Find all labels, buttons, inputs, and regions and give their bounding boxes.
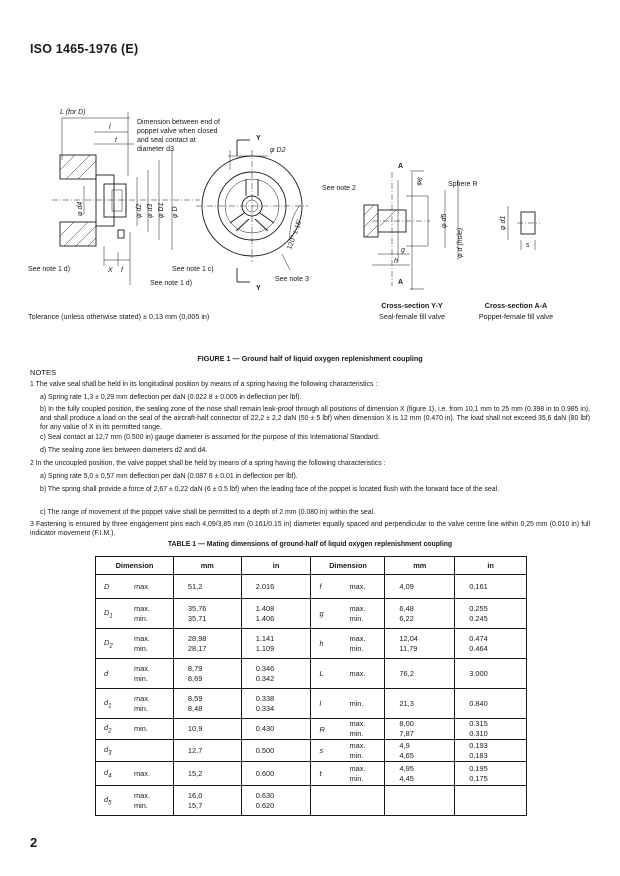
qualifier-line: max. <box>134 633 151 643</box>
right-in-cell <box>455 719 527 740</box>
right-in-values <box>455 719 488 739</box>
left-dimension-symbol <box>96 638 134 649</box>
label-phi-d-hole: φ d (hole) <box>457 227 464 258</box>
qualifier-line: max. <box>134 693 151 703</box>
qualifier-line: max. <box>134 768 151 778</box>
value-line: 0.175 <box>469 773 488 783</box>
value-line: 35,71 <box>187 613 207 623</box>
left-in-values <box>242 604 275 624</box>
right-mm-cell <box>385 575 455 599</box>
label-phi-d4: φ d4 <box>77 201 84 216</box>
header-dimension-left: Dimension <box>96 557 174 575</box>
qualifier-line: min. <box>134 724 148 733</box>
value-line: 8,00 <box>399 719 414 728</box>
left-mm-values <box>174 634 207 654</box>
section-mark-a-top: A <box>398 163 404 170</box>
qualifier-line: max. <box>349 668 366 678</box>
right-in-cell <box>455 740 527 762</box>
value-line: 0.474 <box>469 633 488 643</box>
section-mark-a-bottom: A <box>398 279 404 286</box>
left-dimension-symbol <box>96 745 134 756</box>
value-line: 0.334 <box>255 703 275 713</box>
qualifier-line: min. <box>349 698 364 708</box>
right-dimension-qualifier <box>349 764 375 784</box>
cross-section-yy-subtitle: Seal-female fill valve <box>379 312 445 321</box>
left-mm-cell <box>173 719 241 740</box>
label-dimension-2: poppet valve when closed <box>137 128 218 135</box>
note-1d: d) The sealing zone lies between diameters d2 and d4. <box>40 447 208 454</box>
value-line: 15,7 <box>187 800 203 810</box>
left-dimension-qualifier <box>134 664 160 684</box>
label-t: t <box>115 137 117 144</box>
right-mm-cell <box>385 689 455 719</box>
table-row <box>96 762 527 786</box>
left-mm-values <box>174 604 207 624</box>
value-line: 0.840 <box>469 698 488 708</box>
value-line: 0.430 <box>255 724 275 733</box>
note-2a: a) Spring rate 5,0 ± 0,57 mm deflection per daN (0.087 6 ± 0.01 in deflection per lbf). <box>40 473 298 480</box>
right-in-cell <box>455 659 527 689</box>
note-2: 2 In the uncoupled position, the valve poppet shall be held by means of a spring having the following characteristics : <box>30 460 386 467</box>
label-h: h <box>394 258 398 265</box>
left-dimension-cell <box>96 719 174 740</box>
left-mm-values <box>174 664 202 684</box>
right-in-values <box>455 634 488 654</box>
label-angle: 120° ± 15' <box>286 218 304 251</box>
value-line: 0.620 <box>255 800 275 810</box>
value-line: 0.342 <box>255 673 275 683</box>
label-X: X <box>108 267 113 274</box>
symbol-letter: d <box>104 723 109 733</box>
value-line: 2.016 <box>255 581 275 591</box>
right-mm-values <box>385 582 413 592</box>
value-line: 1.408 <box>255 603 275 613</box>
left-mm-values <box>174 582 202 592</box>
qualifier-line: min. <box>134 613 148 623</box>
right-dimension-cell <box>311 575 385 599</box>
value-line: 4,45 <box>399 773 414 783</box>
qualifier-line: min. <box>349 750 364 760</box>
right-dimension-symbol: R <box>319 724 325 734</box>
left-dimension-cell <box>96 659 174 689</box>
symbol-letter: d <box>104 744 109 754</box>
left-in-cell <box>241 719 311 740</box>
right-mm-values <box>385 719 413 739</box>
table-row <box>96 689 527 719</box>
value-line: 0.255 <box>469 603 488 613</box>
label-s: s <box>526 242 530 249</box>
right-in-cell <box>455 786 527 816</box>
right-dimension-qualifier <box>349 741 375 761</box>
left-dimension-symbol <box>96 768 134 779</box>
right-dimension-cell <box>311 599 385 629</box>
value-line: 11,79 <box>399 643 418 653</box>
label-L-for-D: L (for D) <box>60 109 86 116</box>
qualifier-line: max. <box>349 719 366 728</box>
value-line: 7,87 <box>399 729 414 738</box>
right-dimension-cell <box>311 689 385 719</box>
value-line: 1.109 <box>255 643 275 653</box>
front-view <box>196 140 308 282</box>
label-f: f <box>121 267 123 274</box>
qualifier-line: min. <box>349 643 364 653</box>
left-in-cell <box>241 599 311 629</box>
label-phi-d5: φ d5 <box>441 213 448 228</box>
right-in-values <box>455 699 488 709</box>
qualifier-line: max. <box>349 581 366 591</box>
section-mark-y-bottom: Y <box>256 285 261 292</box>
label-see-note-1d: See note 1 d) <box>150 280 193 287</box>
right-dimension-symbol: f <box>319 582 322 591</box>
label-phi-d3: φ d3 <box>147 203 154 218</box>
value-line: 0.600 <box>255 768 275 778</box>
value-line: 8,48 <box>187 703 203 713</box>
qualifier-line: min. <box>349 773 364 783</box>
symbol-subscript: 1 <box>108 703 112 710</box>
qualifier-line: max. <box>134 603 151 613</box>
table-row <box>96 575 527 599</box>
symbol-letter: d <box>104 697 109 707</box>
left-mm-values <box>174 746 202 756</box>
qualifier-line: min. <box>349 729 364 738</box>
header-mm-left: mm <box>173 557 241 575</box>
left-in-cell <box>241 740 311 762</box>
right-dimension-cell <box>311 740 385 762</box>
qualifier-line: min. <box>134 673 148 683</box>
value-line: 3.000 <box>469 668 488 678</box>
qualifier-line: max. <box>349 603 366 613</box>
right-dimension-symbol: s <box>319 746 324 755</box>
value-line: 0.346 <box>255 663 275 673</box>
page-number: 2 <box>30 835 38 850</box>
left-in-values <box>242 582 275 592</box>
left-dimension-cell <box>96 740 174 762</box>
left-dimension-qualifier <box>134 694 160 714</box>
right-in-values <box>455 741 488 761</box>
value-line: 16,0 <box>187 790 203 800</box>
right-in-cell <box>455 689 527 719</box>
right-in-cell <box>455 762 527 786</box>
left-mm-values <box>174 724 202 734</box>
left-in-values <box>242 664 275 684</box>
symbol-letter: D <box>104 607 110 617</box>
left-mm-values <box>174 791 202 811</box>
right-dimension-cell <box>311 786 385 816</box>
value-line: 28,98 <box>187 633 207 643</box>
right-dimension-symbol: t <box>319 769 322 778</box>
note-3: 3 Fastening is ensured by three engagement pins each 4,09/3,85 mm (0.161/0.15 in) diameter equally spaced and perpendicular to the valve centre line within 0,25 mm (0.010 in) full indicator movement (F.I.M.). <box>30 521 590 537</box>
right-mm-cell <box>385 719 455 740</box>
qualifier-line: min. <box>134 703 148 713</box>
left-in-cell <box>241 659 311 689</box>
qualifier-line <box>134 746 160 756</box>
symbol-letter: d <box>104 794 109 804</box>
cross-section-aa-subtitle: Poppet-female fill valve <box>478 312 554 321</box>
value-line: 0.464 <box>469 643 488 653</box>
qualifier-line: max. <box>349 633 366 643</box>
right-dimension-symbol: g <box>319 609 324 618</box>
symbol-letter: d <box>104 767 109 777</box>
value-line: 76,2 <box>399 668 414 678</box>
label-phi-D1: φ D1 <box>158 202 165 218</box>
right-mm-cell <box>385 762 455 786</box>
value-line: 8,69 <box>187 673 203 683</box>
value-line: 4,09 <box>399 581 414 591</box>
label-phi-d1: φ d1 <box>500 215 507 230</box>
table-row <box>96 719 527 740</box>
value-line: 0.161 <box>469 581 488 591</box>
dimensions-table <box>95 556 527 816</box>
qualifier-line: max. <box>134 663 151 673</box>
right-mm-values <box>385 604 413 624</box>
right-dimension-cell <box>311 762 385 786</box>
symbol-subscript: 1 <box>109 613 113 620</box>
value-line: 8,79 <box>187 663 203 673</box>
left-in-cell <box>241 629 311 659</box>
symbol-subscript: 3 <box>108 750 112 757</box>
label-phi-D: φ D <box>172 206 179 218</box>
left-in-values <box>242 746 275 756</box>
note-1: 1 The valve seal shall be held in its longitudinal position by means of a spring having the following characteristics : <box>30 381 378 388</box>
left-dimension-cell <box>96 689 174 719</box>
note-2c: c) The range of movement of the poppet valve shall be permitted to a depth of 2 mm (0.080 in) within the seal. <box>40 509 376 516</box>
right-in-cell <box>455 575 527 599</box>
header-in-right: in <box>455 557 527 575</box>
header-in-left: in <box>241 557 311 575</box>
right-in-cell <box>455 599 527 629</box>
cross-section-yy-title: Cross-section Y-Y <box>381 301 443 310</box>
right-dimension-symbol: l <box>319 699 322 708</box>
table-row <box>96 659 527 689</box>
right-mm-cell <box>385 599 455 629</box>
left-mm-cell <box>173 599 241 629</box>
document-id: ISO 1465-1976 (E) <box>30 42 139 56</box>
left-in-values <box>242 791 275 811</box>
left-in-cell <box>241 689 311 719</box>
value-line: 4,9 <box>399 740 410 750</box>
label-g: g <box>401 247 405 254</box>
left-dimension-qualifier <box>134 604 160 624</box>
note-1c: c) Seal contact at 12,7 mm (0.500 in) gauge diameter is assumed for the purpose of this International Standard. <box>40 434 380 441</box>
value-line: 1.406 <box>255 613 275 623</box>
qualifier-line: min. <box>134 643 148 653</box>
value-line: 8,59 <box>187 693 203 703</box>
left-dimension-symbol <box>96 608 134 619</box>
left-dimension-qualifier <box>134 634 160 654</box>
value-line: 0.500 <box>255 745 275 755</box>
left-in-values <box>242 724 275 734</box>
cross-section-yy <box>364 171 458 290</box>
left-dimension-qualifier <box>134 582 160 592</box>
right-in-cell <box>455 629 527 659</box>
label-dimension-3: and seal contact at <box>137 137 196 144</box>
value-line: 6,48 <box>399 603 414 613</box>
qualifier-line: max. <box>349 763 366 773</box>
value-line: 0.195 <box>469 763 488 773</box>
left-in-cell <box>241 762 311 786</box>
value-line: 0.315 <box>469 719 488 728</box>
left-dimension-cell <box>96 575 174 599</box>
right-dimension-qualifier <box>349 699 375 709</box>
value-line: 6,22 <box>399 613 414 623</box>
label-l: l <box>109 124 111 131</box>
left-dimension-symbol: d <box>104 669 109 678</box>
label-dimension-4: diameter d3 <box>137 146 174 153</box>
header-mm-right: mm <box>385 557 455 575</box>
cross-section-aa-title: Cross-section A-A <box>484 301 548 310</box>
left-dimension-qualifier <box>134 769 160 779</box>
left-mm-values <box>174 769 202 779</box>
left-dimension-symbol <box>96 723 134 734</box>
right-dimension-cell <box>311 719 385 740</box>
left-mm-cell <box>173 629 241 659</box>
table-caption: TABLE 1 — Mating dimensions of ground-half of liquid oxygen replenishment coupling <box>167 541 453 548</box>
symbol-subscript: 4 <box>108 773 112 780</box>
qualifier-line: min. <box>134 800 148 810</box>
right-mm-values <box>385 699 413 709</box>
value-line: 51,2 <box>187 581 203 591</box>
table-row <box>96 786 527 816</box>
left-mm-values <box>174 694 202 714</box>
table-row <box>96 740 527 762</box>
note-1a: a) Spring rate 1,3 ± 0,29 mm deflection per daN (0.022 8 ± 0.005 in deflection per lbf). <box>40 394 302 401</box>
value-line: 21,3 <box>399 698 414 708</box>
value-line: 0.245 <box>469 613 488 623</box>
table-row <box>96 599 527 629</box>
right-mm-values <box>385 634 418 654</box>
notes-title: NOTES <box>30 368 57 377</box>
value-line: 0.630 <box>255 790 275 800</box>
header-dimension-right: Dimension <box>311 557 385 575</box>
label-dimension-1: Dimension between end of <box>137 119 220 126</box>
symbol-letter: D <box>104 637 110 647</box>
left-dimension-cell <box>96 762 174 786</box>
left-mm-cell <box>173 786 241 816</box>
right-in-values <box>455 582 488 592</box>
table-header-row <box>96 557 527 575</box>
left-dimension-symbol: D <box>104 582 110 591</box>
value-line: 4,95 <box>399 763 414 773</box>
right-dimension-symbol: L <box>319 669 324 678</box>
right-mm-cell <box>385 740 455 762</box>
label-see-note-2: See note 2 <box>322 185 356 192</box>
figure-1-drawing <box>0 100 620 310</box>
left-dimension-symbol <box>96 795 134 806</box>
value-line: 1.141 <box>255 633 275 643</box>
right-in-values <box>455 764 488 784</box>
left-mm-cell <box>173 575 241 599</box>
left-in-cell <box>241 786 311 816</box>
tolerance-note: Tolerance (unless otherwise stated) ± 0,13 mm (0,005 in) <box>28 312 210 321</box>
right-dimension-cell <box>311 629 385 659</box>
qualifier-line: max. <box>134 790 151 800</box>
right-mm-values <box>385 669 413 679</box>
label-phi-d2: φ d2 <box>136 203 143 218</box>
symbol-subscript: 2 <box>109 643 113 650</box>
label-see-note-1c: See note 1 c) <box>172 266 214 273</box>
label-see-note-1d-left: See note 1 d) <box>28 266 71 273</box>
note-2b: b) The spring shall provide a force of 2,67 ± 0,22 daN (6 ± 0.5 lbf) when the leading face of the poppet is located flush with the forward face of the seal. <box>40 486 500 493</box>
section-mark-y-top: Y <box>256 135 261 142</box>
left-mm-cell <box>173 762 241 786</box>
right-mm-cell <box>385 659 455 689</box>
right-mm-cell <box>385 629 455 659</box>
value-line: 12,7 <box>187 745 203 755</box>
right-in-values <box>455 604 488 624</box>
value-line: 28,17 <box>187 643 207 653</box>
left-dimension-symbol <box>96 698 134 709</box>
value-line: 12,04 <box>399 633 418 643</box>
right-dimension-qualifier <box>349 634 375 654</box>
left-mm-cell <box>173 659 241 689</box>
left-dimension-cell <box>96 786 174 816</box>
right-dimension-qualifier <box>349 669 375 679</box>
value-line: 0.183 <box>469 750 488 760</box>
left-in-cell <box>241 575 311 599</box>
cross-section-aa <box>508 206 540 250</box>
right-in-values <box>455 669 488 679</box>
symbol-subscript: 5 <box>108 800 112 807</box>
left-in-values <box>242 634 275 654</box>
right-mm-values <box>385 764 413 784</box>
left-in-values <box>242 694 275 714</box>
symbol-subscript: 2 <box>108 728 112 735</box>
value-line: 4,65 <box>399 750 414 760</box>
figure-caption: FIGURE 1 — Ground half of liquid oxygen replenishment coupling <box>197 354 423 363</box>
qualifier-line: max. <box>134 581 151 591</box>
left-in-values <box>242 769 275 779</box>
left-dimension-qualifier <box>134 746 160 756</box>
right-dimension-qualifier <box>349 719 375 739</box>
value-line: 0.310 <box>469 729 488 738</box>
table-row <box>96 629 527 659</box>
left-mm-cell <box>173 689 241 719</box>
right-dimension-cell <box>311 659 385 689</box>
label-sphere-R: Sphere R <box>448 181 478 188</box>
left-dimension-qualifier <box>134 724 160 734</box>
qualifier-line: min. <box>349 613 364 623</box>
right-mm-values <box>385 741 413 761</box>
note-1b: b) In the fully coupled position, the sealing zone of the nose shall remain leak-proof through all positions of dimension X (figure 1), i.e. from 10,1 mm to 25 mm (0.398 in to 0.985 in), and shall produce a load on the seal of the aircraft-half connector of 22,2 ± 2,2 daN (50 ± 5 lbf) when dimension X is 12 mm (0.470 in). The load shall not exceed 35,6 daN (80 lbf) for any value of X in its permitted range. <box>40 406 590 431</box>
left-mm-cell <box>173 740 241 762</box>
right-dimension-qualifier <box>349 604 375 624</box>
value-line: 10,9 <box>187 724 203 733</box>
right-mm-cell <box>385 786 455 816</box>
label-phi-D2: φ D2 <box>270 147 286 154</box>
value-line: 15,2 <box>187 768 203 778</box>
qualifier-line: max. <box>349 740 366 750</box>
value-line: 0.193 <box>469 740 488 750</box>
left-dimension-cell <box>96 629 174 659</box>
left-dimension-cell <box>96 599 174 629</box>
value-line: 0.338 <box>255 693 275 703</box>
right-dimension-qualifier <box>349 582 375 592</box>
left-dimension-qualifier <box>134 791 160 811</box>
right-dimension-symbol: h <box>319 639 324 648</box>
label-phi-6: φ6 <box>415 176 425 187</box>
label-see-note-3: See note 3 <box>275 276 309 283</box>
value-line: 35,76 <box>187 603 207 613</box>
